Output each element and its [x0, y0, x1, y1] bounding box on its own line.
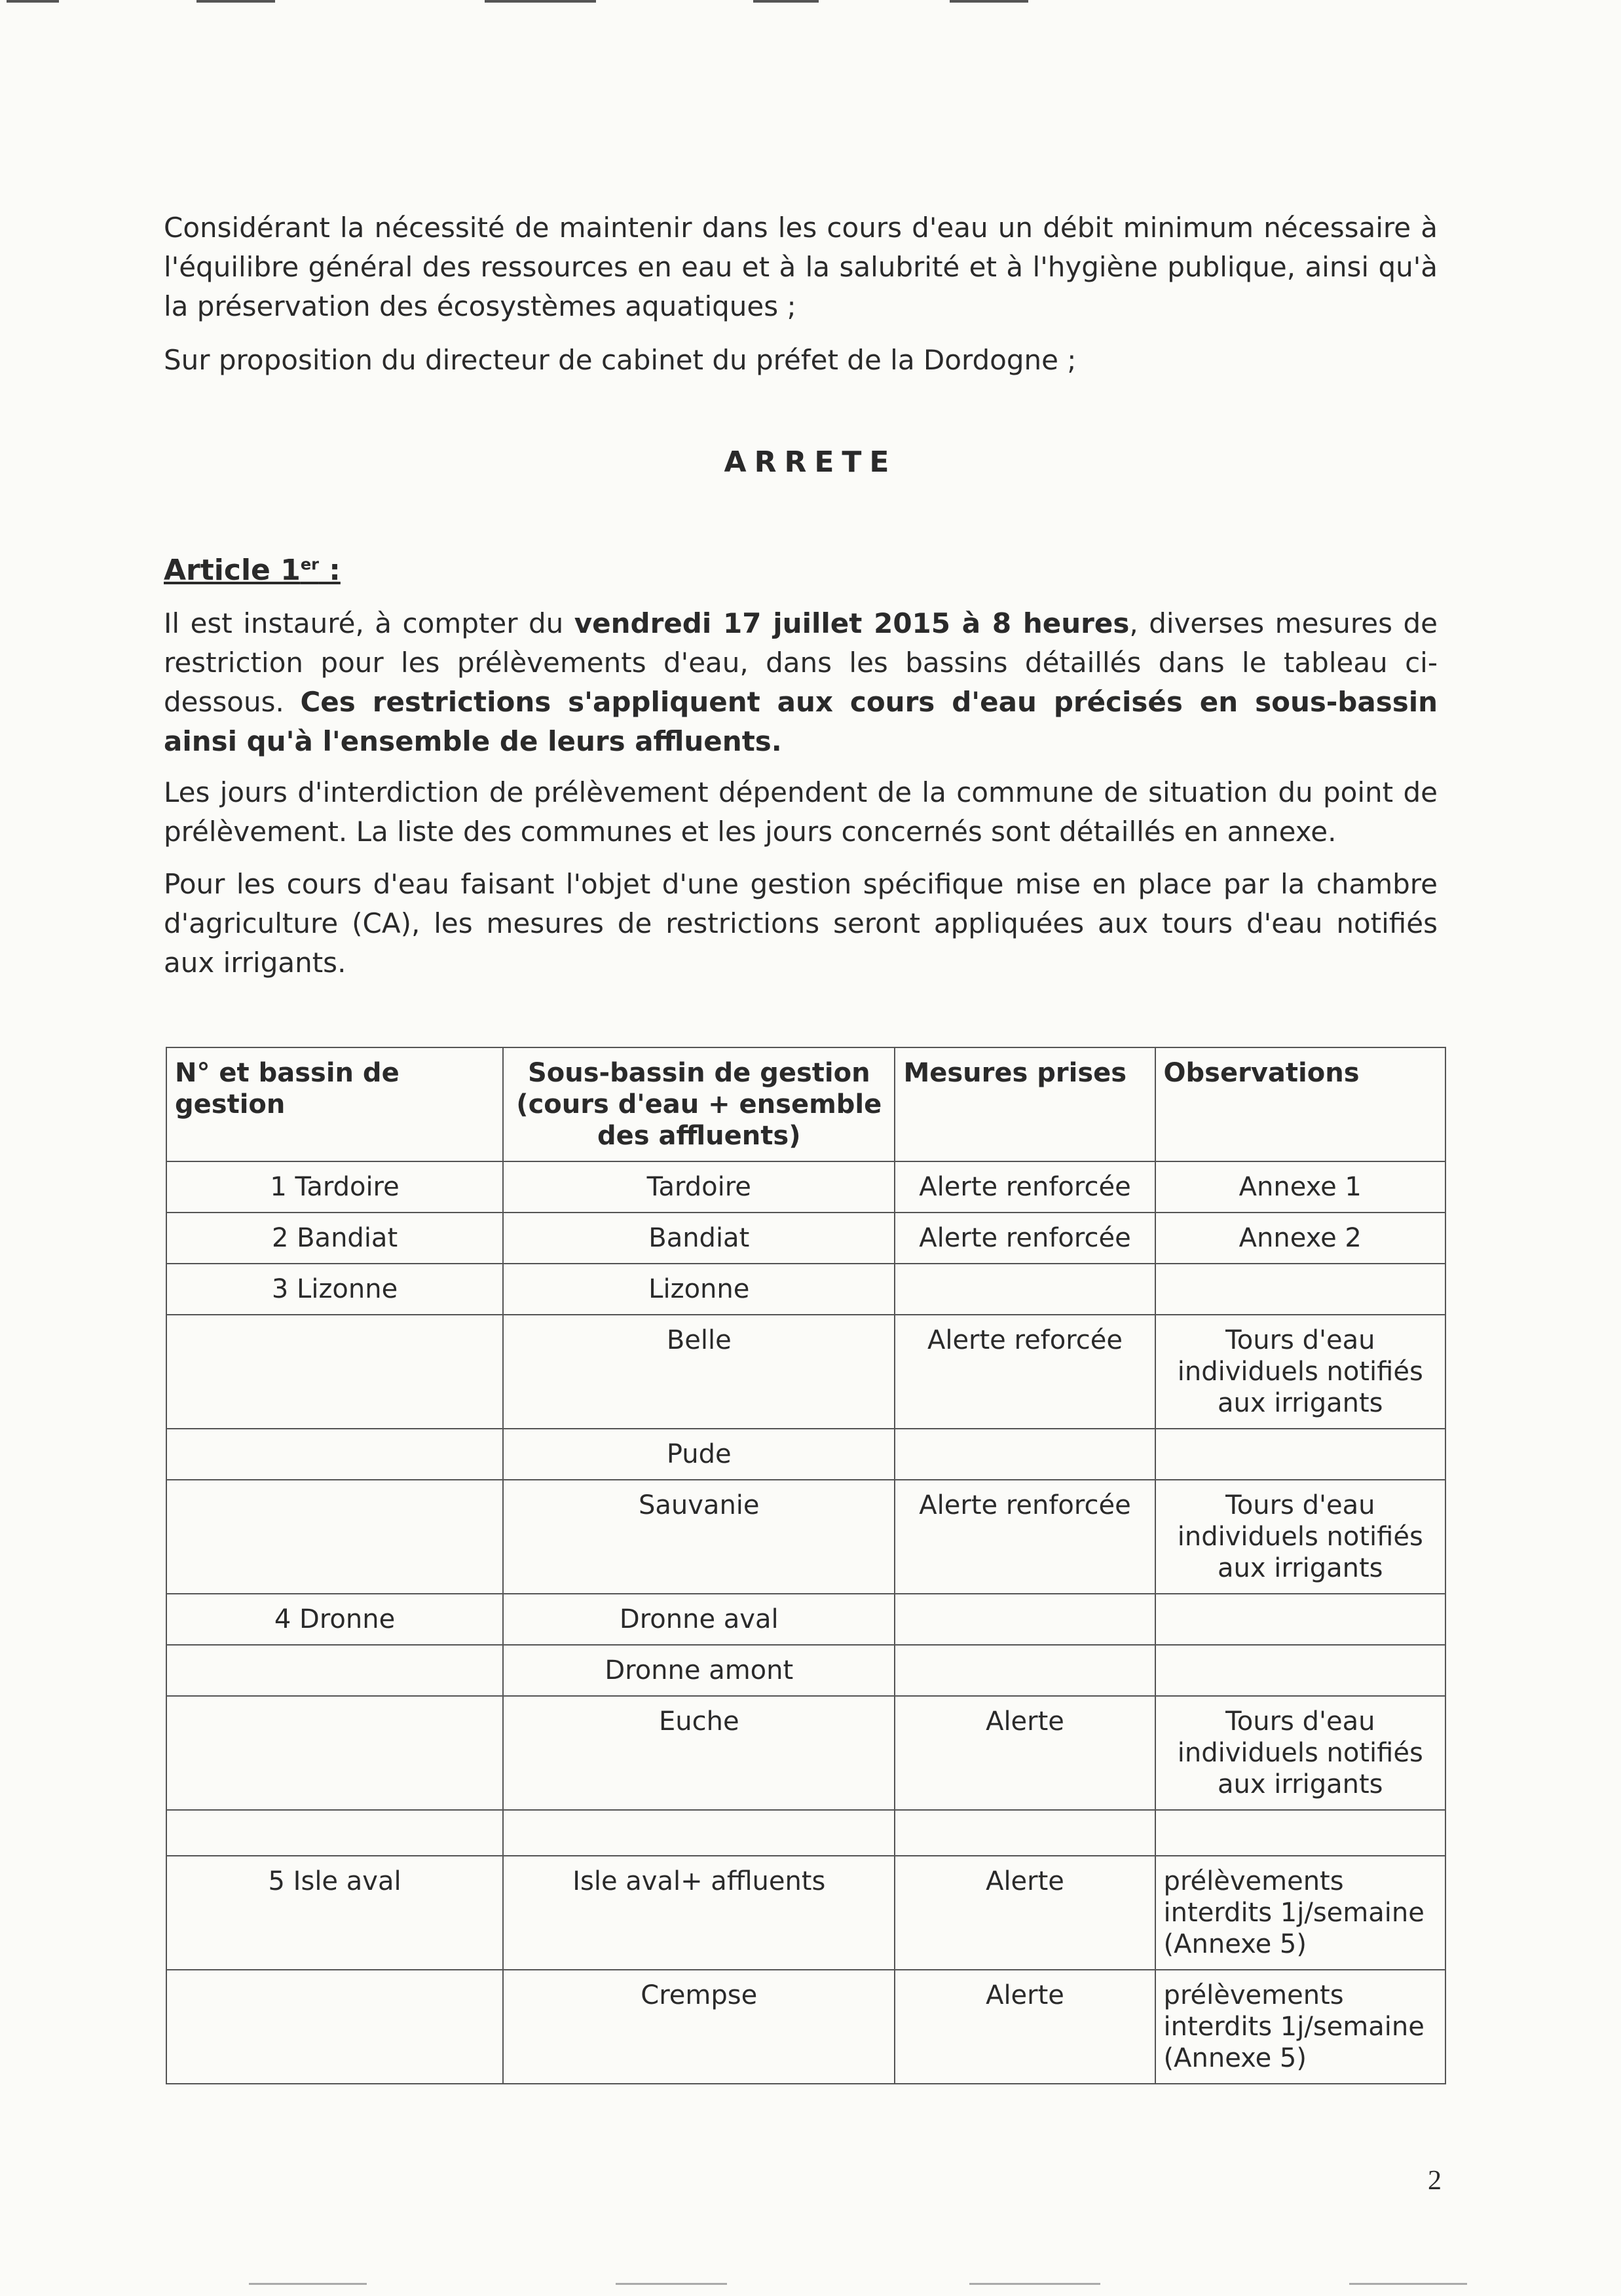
proposal-paragraph: Sur proposition du directeur de cabinet du préfet de la Dordogne ;	[164, 344, 1077, 376]
sub-basin-cell: Crempse	[503, 1970, 895, 2084]
scan-edge-mark	[950, 0, 1028, 3]
header-sub-basin: Sous-bassin de gestion (cours d'eau + ensemble des affluents)	[503, 1047, 895, 1161]
observation-cell: Tours d'eau individuels notifiés aux irrigants	[1155, 1696, 1445, 1810]
sub-basin-cell: Tardoire	[503, 1161, 895, 1213]
observation-cell: prélèvements interdits 1j/semaine (Annexe 5)	[1155, 1856, 1445, 1970]
sub-basin-cell	[503, 1810, 895, 1856]
observation-cell: Annexe 1	[1155, 1161, 1445, 1213]
table-row	[166, 1480, 1445, 1594]
table-row	[166, 1315, 1445, 1429]
scan-edge-mark	[7, 0, 59, 3]
scan-edge-mark	[196, 0, 275, 3]
sub-basin-cell: Lizonne	[503, 1264, 895, 1315]
measure-cell	[895, 1810, 1155, 1856]
table-row	[166, 1856, 1445, 1970]
table-row	[166, 1810, 1445, 1856]
table-row	[166, 1645, 1445, 1696]
basin-cell: 2 Bandiat	[166, 1213, 503, 1264]
p1-text-a: Il est instauré, à compter du	[164, 607, 574, 639]
sub-basin-cell: Sauvanie	[503, 1480, 895, 1594]
measure-cell: Alerte reforcée	[895, 1315, 1155, 1429]
p1-bold-sentence: Ces restrictions s'appliquent aux cours d'eau précisés en sous-bassin ainsi qu'à l'ensemble de leurs affluents.	[164, 686, 1438, 757]
measure-cell	[895, 1594, 1155, 1645]
basin-cell	[166, 1480, 503, 1594]
p1-date: vendredi 17 juillet 2015 à 8 heures	[574, 607, 1130, 639]
measure-cell: Alerte	[895, 1856, 1155, 1970]
scan-bottom-mark	[616, 2283, 727, 2285]
table-body	[166, 1161, 1445, 2084]
article-title-suffix: :	[318, 554, 341, 587]
scan-bottom-mark	[969, 2283, 1100, 2285]
measure-cell: Alerte	[895, 1970, 1155, 2084]
article-title-sup: er	[300, 555, 319, 574]
table-row	[166, 1594, 1445, 1645]
sub-basin-cell: Dronne aval	[503, 1594, 895, 1645]
basin-cell	[166, 1315, 503, 1429]
measure-cell	[895, 1645, 1155, 1696]
scan-bottom-mark	[249, 2283, 367, 2285]
basin-cell	[166, 1429, 503, 1480]
table-row	[166, 1161, 1445, 1213]
decree-heading: ARRETE	[724, 445, 897, 479]
table-row	[166, 1264, 1445, 1315]
table-row	[166, 1696, 1445, 1810]
basin-cell	[166, 1970, 503, 2084]
p1-text-b: , diverses mesures de restriction pour les prélèvements d'eau, dans les bassins détaillés dans le tableau ci-dessous.	[164, 607, 1438, 718]
basin-cell: 5 Isle aval	[166, 1856, 503, 1970]
header-basin: N° et bassin de gestion	[166, 1047, 503, 1161]
table-row	[166, 1429, 1445, 1480]
page-number: 2	[1428, 2166, 1442, 2196]
header-observations: Observations	[1155, 1047, 1445, 1161]
measure-cell	[895, 1264, 1155, 1315]
observation-cell	[1155, 1594, 1445, 1645]
sub-basin-cell: Euche	[503, 1696, 895, 1810]
sub-basin-cell: Dronne amont	[503, 1645, 895, 1696]
observation-cell: Tours d'eau individuels notifiés aux irrigants	[1155, 1480, 1445, 1594]
observation-cell: Annexe 2	[1155, 1213, 1445, 1264]
scan-edge-mark	[485, 0, 596, 3]
basin-cell	[166, 1696, 503, 1810]
basin-cell: 1 Tardoire	[166, 1161, 503, 1213]
observation-cell	[1155, 1810, 1445, 1856]
basin-cell	[166, 1810, 503, 1856]
basin-cell	[166, 1645, 503, 1696]
sub-basin-cell: Pude	[503, 1429, 895, 1480]
sub-basin-cell: Isle aval+ affluents	[503, 1856, 895, 1970]
article-paragraph-2: Les jours d'interdiction de prélèvement dépendent de la commune de situation du point de prélèvement. La liste des communes et les jours concernés sont détaillés en annexe.	[164, 776, 1438, 848]
sub-basin-cell: Bandiat	[503, 1213, 895, 1264]
article-title	[164, 554, 341, 587]
observation-cell	[1155, 1645, 1445, 1696]
table-row	[166, 1213, 1445, 1264]
measure-cell: Alerte renforcée	[895, 1161, 1155, 1213]
basin-cell: 3 Lizonne	[166, 1264, 503, 1315]
scan-bottom-mark	[1349, 2283, 1467, 2285]
measure-cell: Alerte renforcée	[895, 1213, 1155, 1264]
article-paragraph-3: Pour les cours d'eau faisant l'objet d'une gestion spécifique mise en place par la chambre d'agriculture (CA), les mesures de restrictions seront appliquées aux tours d'eau notifiés aux irrigants.	[164, 868, 1438, 979]
measure-cell: Alerte	[895, 1696, 1155, 1810]
measure-cell: Alerte renforcée	[895, 1480, 1155, 1594]
scan-edge-mark	[753, 0, 819, 3]
observation-cell	[1155, 1264, 1445, 1315]
basin-cell: 4 Dronne	[166, 1594, 503, 1645]
sub-basin-cell: Belle	[503, 1315, 895, 1429]
considering-paragraph: Considérant la nécessité de maintenir dans les cours d'eau un débit minimum nécessaire à l'équilibre général des ressources en eau et à la salubrité et à l'hygiène publique, ainsi qu'à la préservation des écosystèmes aquatiques ;	[164, 212, 1438, 322]
observation-cell	[1155, 1429, 1445, 1480]
observation-cell: Tours d'eau individuels notifiés aux irrigants	[1155, 1315, 1445, 1429]
table-row	[166, 1970, 1445, 2084]
article-paragraph-1	[164, 604, 1438, 761]
measure-cell	[895, 1429, 1155, 1480]
table-header-row	[166, 1047, 1445, 1161]
restrictions-table	[166, 1047, 1446, 2084]
header-measures: Mesures prises	[895, 1047, 1155, 1161]
article-title-text: Article 1	[164, 554, 301, 587]
observation-cell: prélèvements interdits 1j/semaine (Annexe 5)	[1155, 1970, 1445, 2084]
